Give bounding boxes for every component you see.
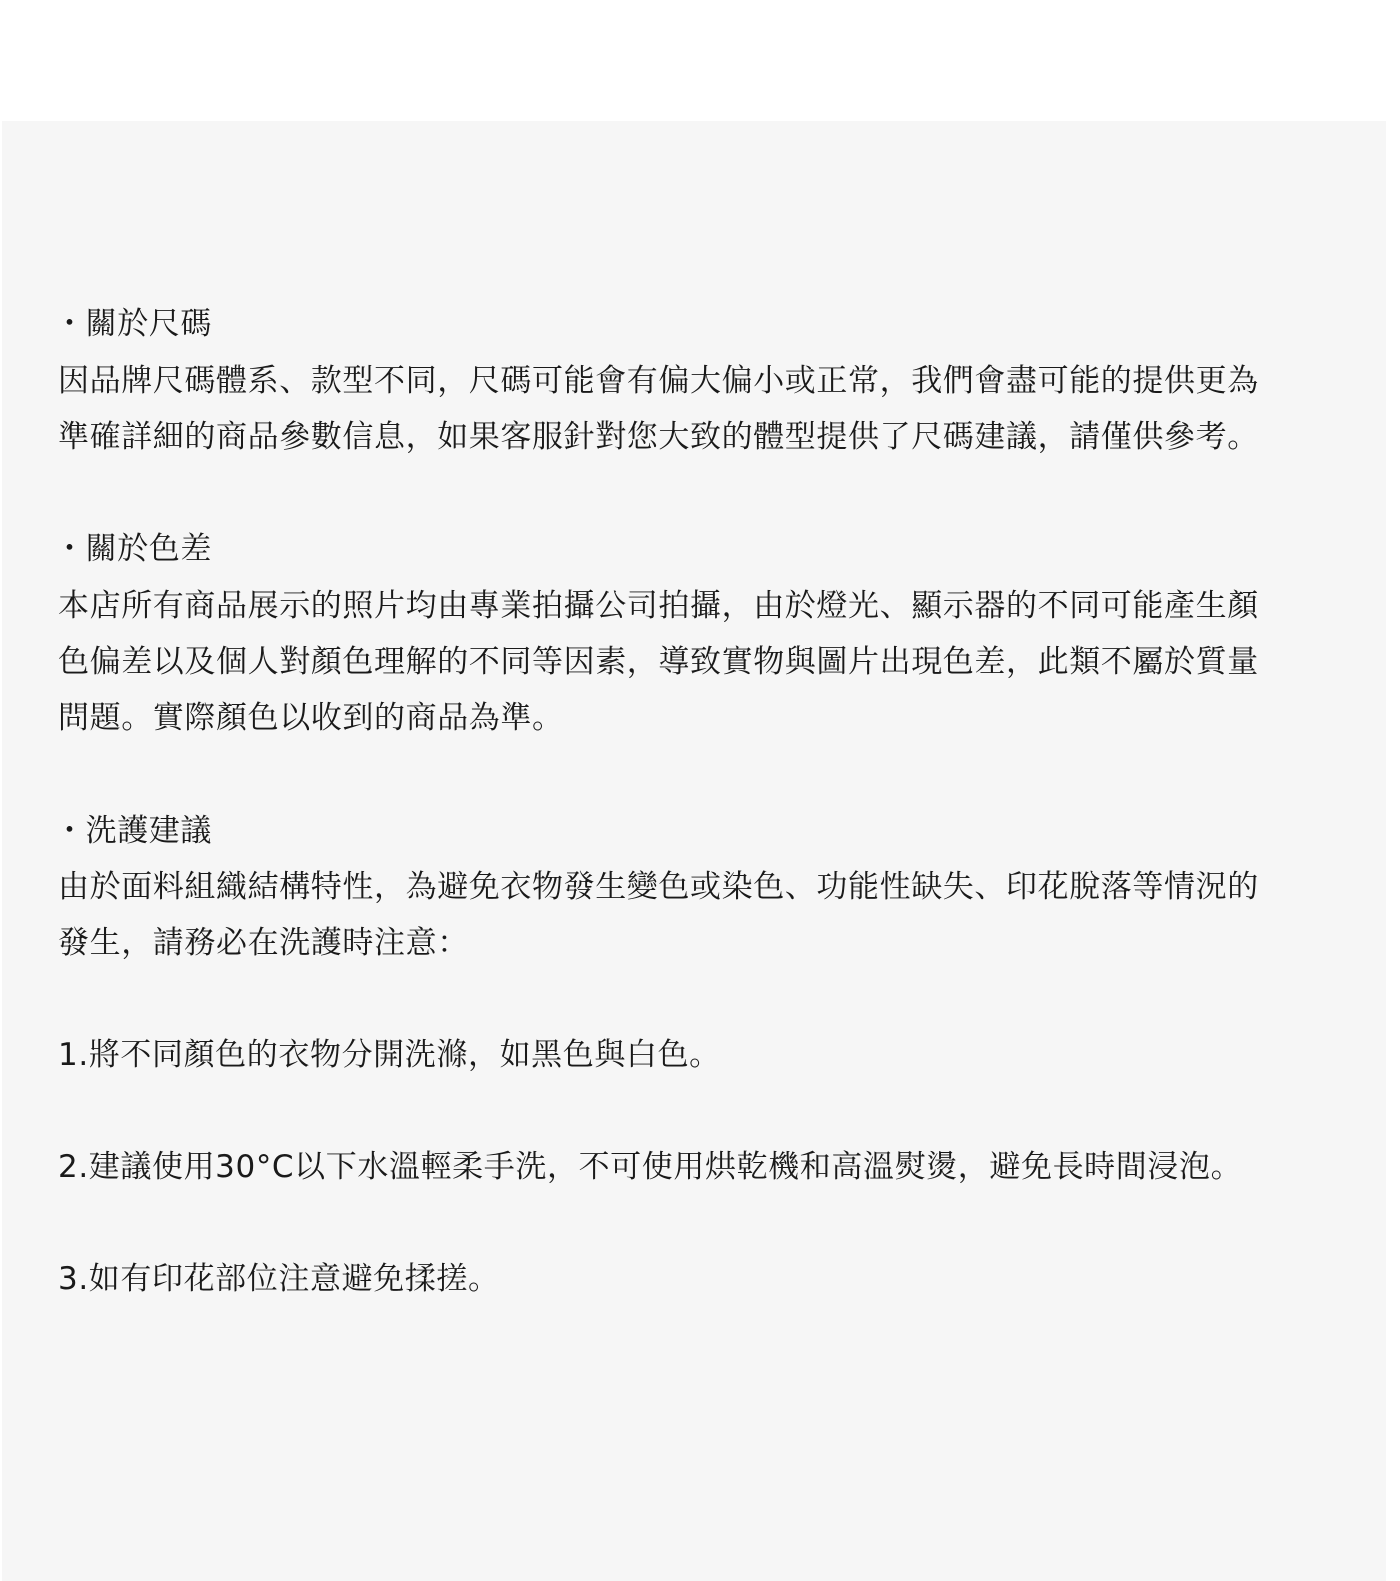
- color-text-line-2: 色偏差以及個人對顏色理解的不同等因素，導致實物與圖片出現色差，此類不屬於質量: [58, 644, 1259, 680]
- care-step-1: 1.將不同顏色的衣物分開洗滌，如黑色與白色。: [58, 1037, 721, 1073]
- color-heading: ・ 關於色差: [58, 521, 212, 577]
- care-step-2: 2.建議使用30°C以下水溫輕柔手洗，不可使用烘乾機和高溫熨燙，避免長時間浸泡。: [58, 1149, 1243, 1185]
- care-text-line-2: 發生，請務必在洗護時注意：: [58, 925, 469, 961]
- color-text-line-3: 問題。實際顏色以收到的商品為準。: [58, 700, 564, 736]
- care-text-line-1: 由於面料組織結構特性，為避免衣物發生變色或染色、功能性缺失、印花脫落等情況的: [58, 869, 1259, 905]
- care-step-3: 3.如有印花部位注意避免揉搓。: [58, 1261, 500, 1297]
- size-text-line-2: 準確詳細的商品參數信息，如果客服針對您大致的體型提供了尺碼建議，請僅供參考。: [58, 419, 1259, 455]
- size-heading: ・ 關於尺碼: [58, 296, 212, 352]
- care-heading: ・ 洗護建議: [58, 803, 212, 859]
- size-text-line-1: 因品牌尺碼體系、款型不同，尺碼可能會有偏大偏小或正常，我們會盡可能的提供更為: [58, 363, 1259, 399]
- color-text-line-1: 本店所有商品展示的照片均由專業拍攝公司拍攝，由於燈光、顯示器的不同可能產生顏: [58, 588, 1259, 624]
